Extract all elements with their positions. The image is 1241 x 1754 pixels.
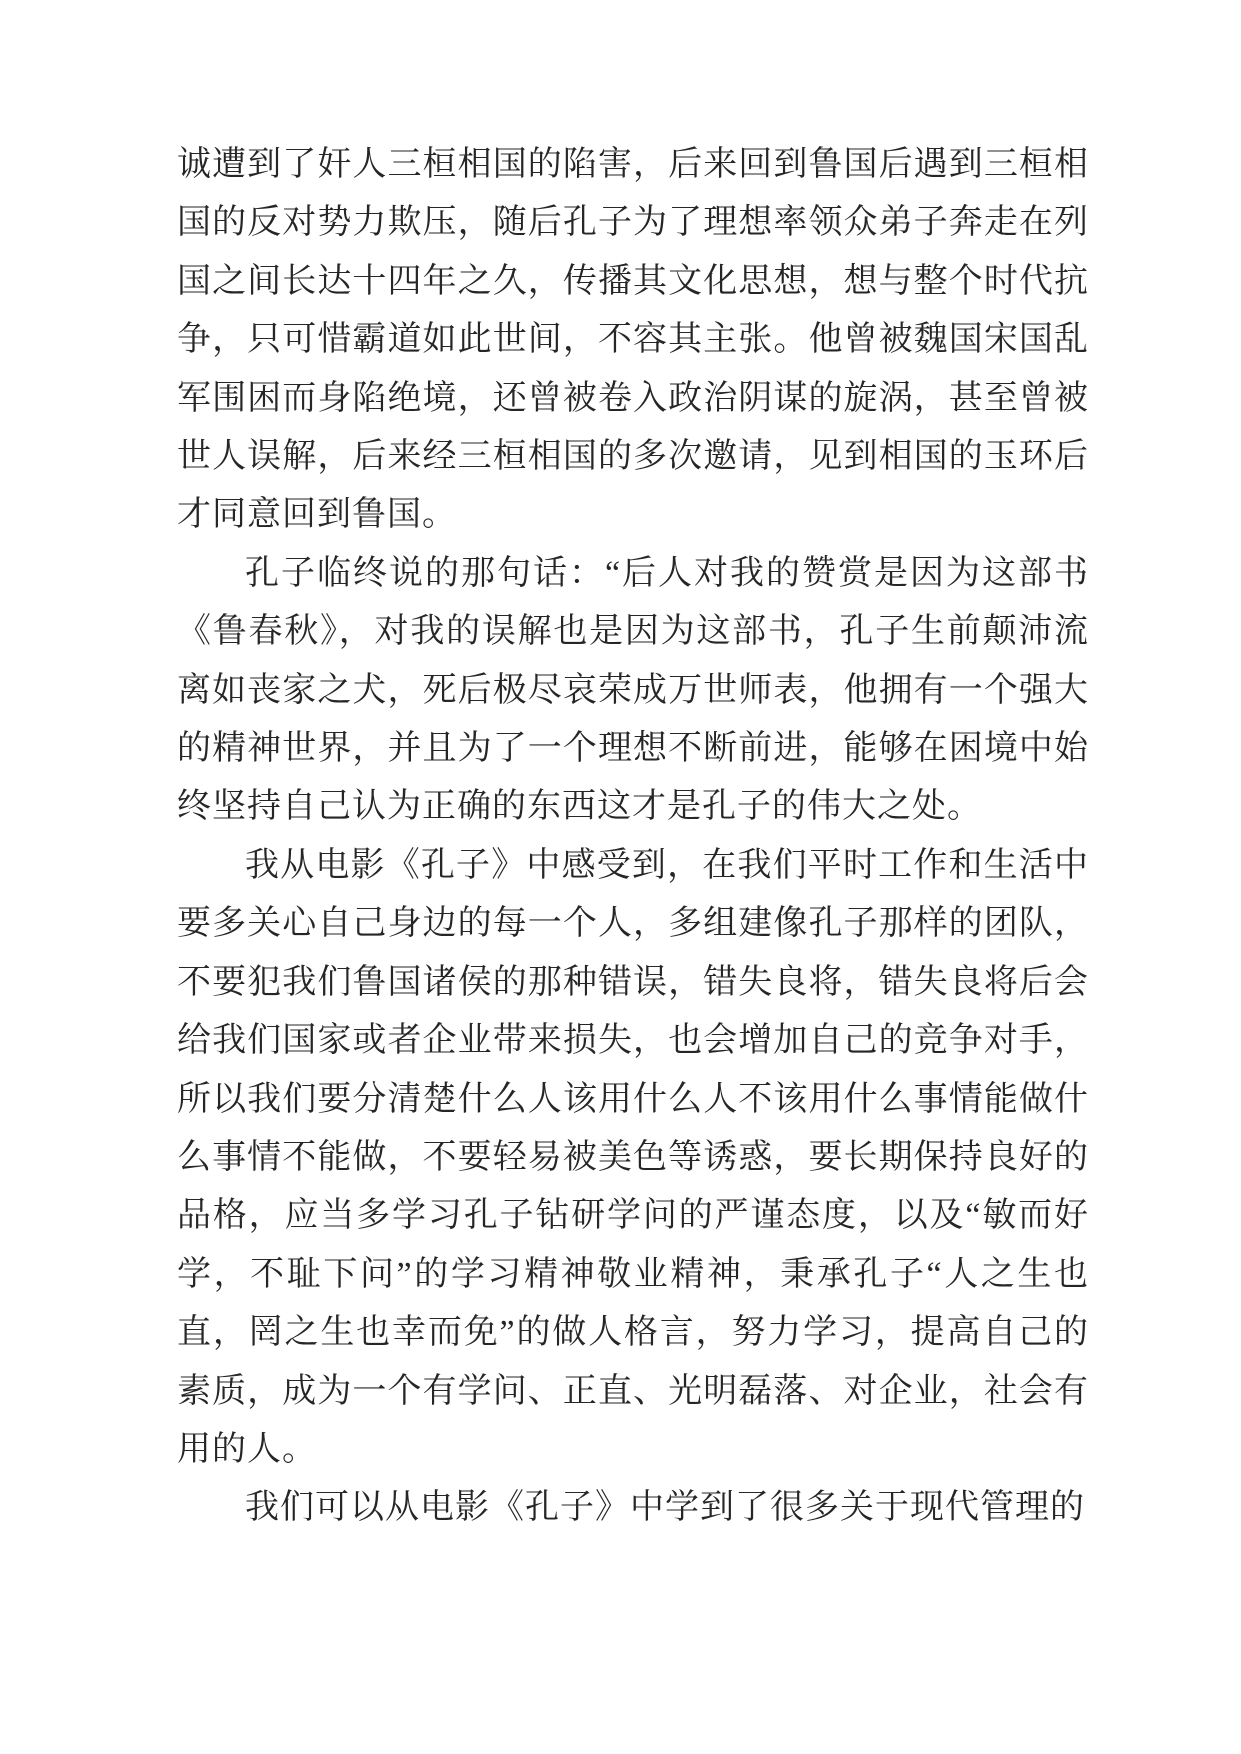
- paragraph-continuation: 诚遭到了奸人三桓相国的陷害，后来回到鲁国后遇到三桓相国的反对势力欺压，随后孔子为了理想率领众弟子奔走在列国之间长达十四年之久，传播其文化思想，想与整个时代抗争，只可惜霸道如此世间，不容其主张。他曾被魏国宋国乱军围困而身陷绝境，还曾被卷入政治阴谋的旋涡，甚至曾被世人误解，后来经三桓相国的多次邀请，见到相国的玉环后才同意回到鲁国。: [177, 146, 1089, 534]
- document-body: [177, 136, 1089, 1538]
- paragraph: 我们可以从电影《孔子》中学到了很多关于现代管理的: [245, 1489, 1085, 1527]
- paragraph: 孔子临终说的那句话：“后人对我的赞赏是因为这部书《鲁春秋》，对我的误解也是因为这部书，孔子生前颠沛流离如丧家之犬，死后极尽哀荣成万世师表，他拥有一个强大的精神世界，并且为了一个理想不断前进，能够在困境中始终坚持自己认为正确的东西这才是孔子的伟大之处。: [177, 554, 1089, 826]
- paragraph: 我从电影《孔子》中感受到，在我们平时工作和生活中要多关心自己身边的每一个人，多组建像孔子那样的团队，不要犯我们鲁国诸侯的那种错误，错失良将，错失良将后会给我们国家或者企业带来损失，也会增加自己的竞争对手，所以我们要分清楚什么人该用什么人不该用什么事情能做什么事情不能做，不要轻易被美色等诱惑，要长期保持良好的品格，应当多学习孔子钻研学问的严谨态度，以及“敏而好学，不耻下问”的学习精神敬业精神，秉承孔子“人之生也直，罔之生也幸而免”的做人格言，努力学习，提高自己的素质，成为一个有学问、正直、光明磊落、对企业，社会有用的人。: [177, 846, 1089, 1468]
